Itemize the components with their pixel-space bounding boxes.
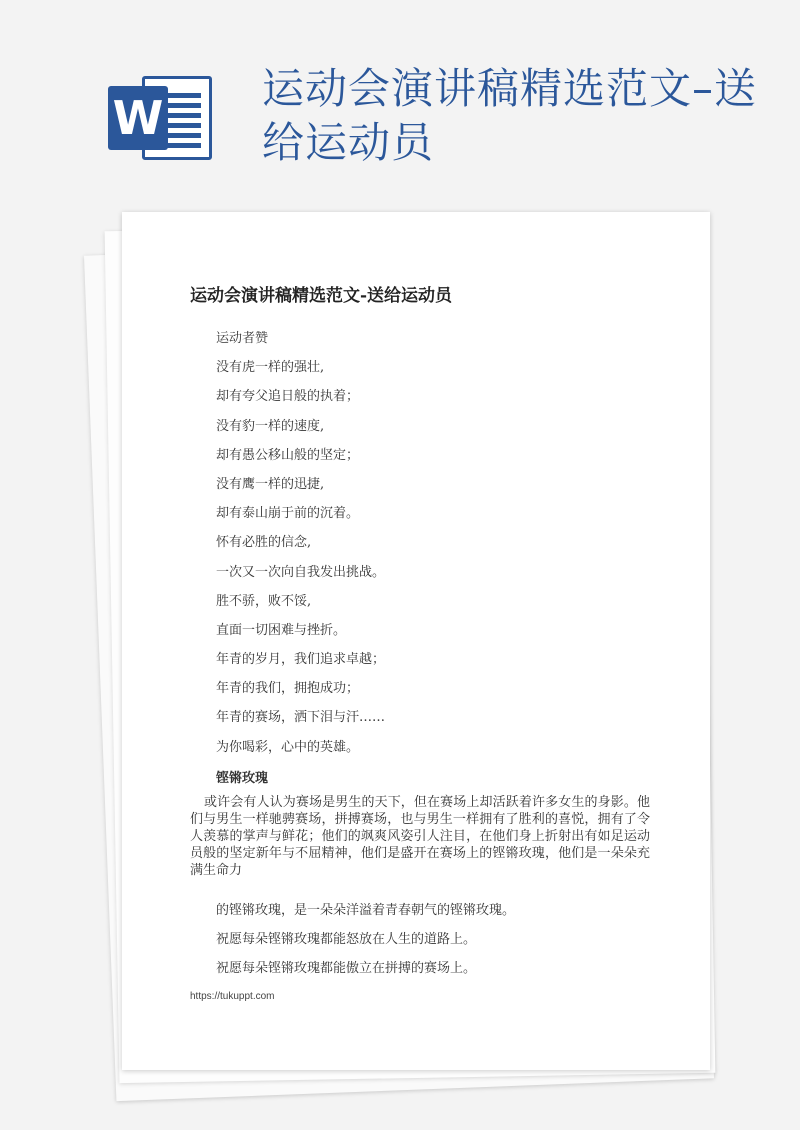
poem-line: 胜不骄，败不馁,	[216, 593, 312, 609]
section-line: 祝愿每朵铿锵玫瑰都能傲立在拼搏的赛场上。	[216, 961, 477, 976]
poem-line: 年青的我们，拥抱成功；	[216, 681, 360, 697]
poem-line: 没有虎一样的强壮,	[216, 360, 325, 376]
document-page	[122, 212, 710, 1070]
poem-line: 直面一切困难与挫折。	[216, 622, 347, 638]
poem-lines	[216, 330, 385, 768]
poem-line: 却有泰山崩于前的沉着。	[216, 506, 360, 522]
poem-line: 怀有必胜的信念,	[216, 535, 312, 551]
section-line: 的铿锵玫瑰，是一朵朵洋溢着青春朝气的铿锵玫瑰。	[216, 903, 516, 918]
poem-line: 年青的赛场，洒下泪与汗……	[216, 710, 386, 726]
section-paragraph: 或许会有人认为赛场是男生的天下，但在赛场上却活跃着许多女生的身影。他们与男生一样驰骋赛场，拼搏赛场，也与男生一样拥有了胜利的喜悦，拥有了令人羡慕的掌声与鲜花；他们的飒爽风姿引人注目，在他们身上折射出有如足运动员般的坚定新年与不屈精神，他们是盛开在赛场上的铿锵玫瑰，他们是一朵朵充满生命力	[190, 795, 650, 878]
poem-line: 却有愚公移山般的坚定；	[216, 447, 360, 463]
word-letter: W	[108, 86, 168, 150]
poem-line: 一次又一次向自我发出挑战。	[216, 564, 386, 580]
poem-line: 年青的岁月，我们追求卓越；	[216, 652, 386, 668]
poem-line: 没有豹一样的速度,	[216, 418, 325, 434]
banner-title: 运动会演讲稿精选范文–送给运动员	[262, 64, 758, 167]
footer-url: https://tukuppt.com	[190, 991, 275, 1002]
poem-line: 为你喝彩，心中的英雄。	[216, 739, 360, 755]
poem-line: 运动者赞	[216, 331, 269, 346]
section-line: 祝愿每朵铿锵玫瑰都能怒放在人生的道路上。	[216, 932, 477, 947]
poem-line: 没有鹰一样的迅捷,	[216, 476, 325, 492]
document-title: 运动会演讲稿精选范文-送给运动员	[190, 286, 453, 306]
poem-line: 却有夸父追日般的执着；	[216, 389, 360, 405]
word-doc-icon	[108, 70, 216, 166]
section-lines	[216, 902, 515, 989]
section-title: 铿锵玫瑰	[216, 771, 269, 786]
banner	[0, 0, 800, 210]
